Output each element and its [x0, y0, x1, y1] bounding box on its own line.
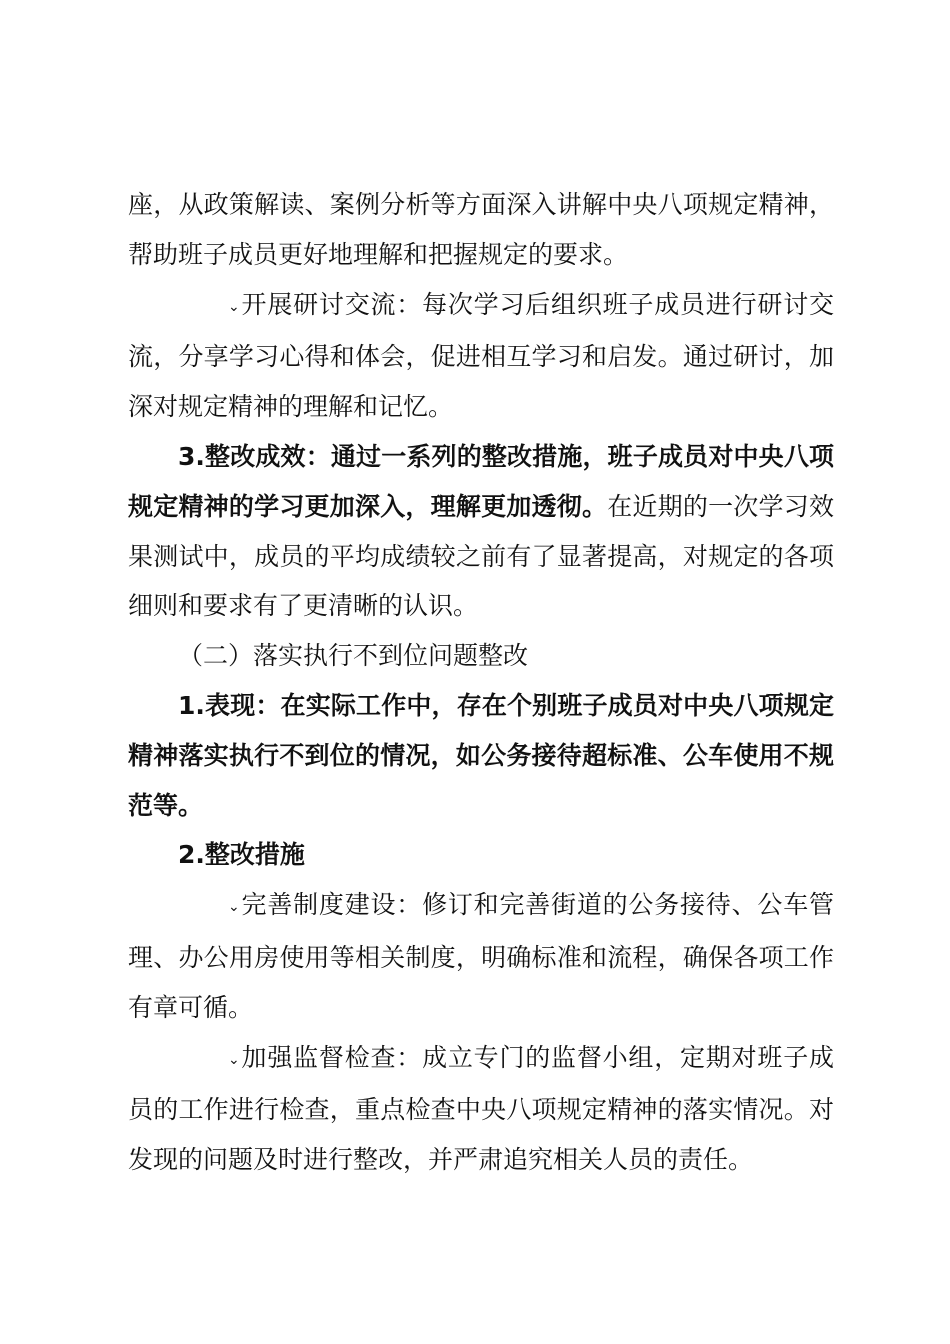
- paragraph-lecture-continuation: [128, 180, 834, 280]
- paragraph-improve-system: [128, 880, 834, 1032]
- paragraph-text: 完善制度建设：修订和完善街道的公务接待、公车管理、办公用房使用等相关制度，明确标准和流程，确保各项工作有章可循。: [128, 890, 834, 1022]
- paragraph-seminar-exchange: [128, 280, 834, 432]
- paragraph-text: 座，从政策解读、案例分析等方面深入讲解中央八项规定精神，帮助班子成员更好地理解和把握规定的要求。: [128, 190, 834, 269]
- bullet-check-icon: ⌄: [228, 899, 240, 916]
- section-heading-text: （二）落实执行不到位问题整改: [178, 641, 529, 671]
- bullet-check-icon: ⌄: [228, 298, 240, 315]
- bullet-check-icon: ⌄: [228, 1051, 240, 1068]
- paragraph-manifestation: [128, 681, 834, 830]
- paragraph-text: 加强监督检查：成立专门的监督小组，定期对班子成员的工作进行检查，重点检查中央八项规定精神的落实情况。对发现的问题及时进行整改，并严肃追究相关人员的责任。: [128, 1042, 834, 1175]
- subheading-rectification-measures: [128, 830, 834, 880]
- paragraph-text: 在近期的一次学习效果测试中，成员的平均成绩较之前有了显著提高，对规定的各项细则和要求有了更清晰的认识。: [128, 491, 834, 621]
- paragraph-text: 开展研讨交流：每次学习后组织班子成员进行研讨交流，分享学习心得和体会，促进相互学习和启发。通过研讨，加深对规定精神的理解和记忆。: [128, 289, 834, 422]
- paragraph-rectification-results: [128, 432, 834, 631]
- paragraph-bold-lead: 3.整改成效：通过一系列的整改措施，班子成员对中央八项规定精神的学习更加深入，理解更加透彻。: [128, 441, 834, 521]
- paragraph-supervision-inspection: [128, 1033, 834, 1185]
- section-heading-implementation: [128, 631, 834, 681]
- document-page: [128, 180, 834, 1185]
- paragraph-bold-lead: 1.表现：在实际工作中，存在个别班子成员对中央八项规定精神落实执行不到位的情况，如公务接待超标准、公车使用不规范等。: [128, 690, 834, 820]
- subheading-text: 2.整改措施: [178, 840, 305, 870]
